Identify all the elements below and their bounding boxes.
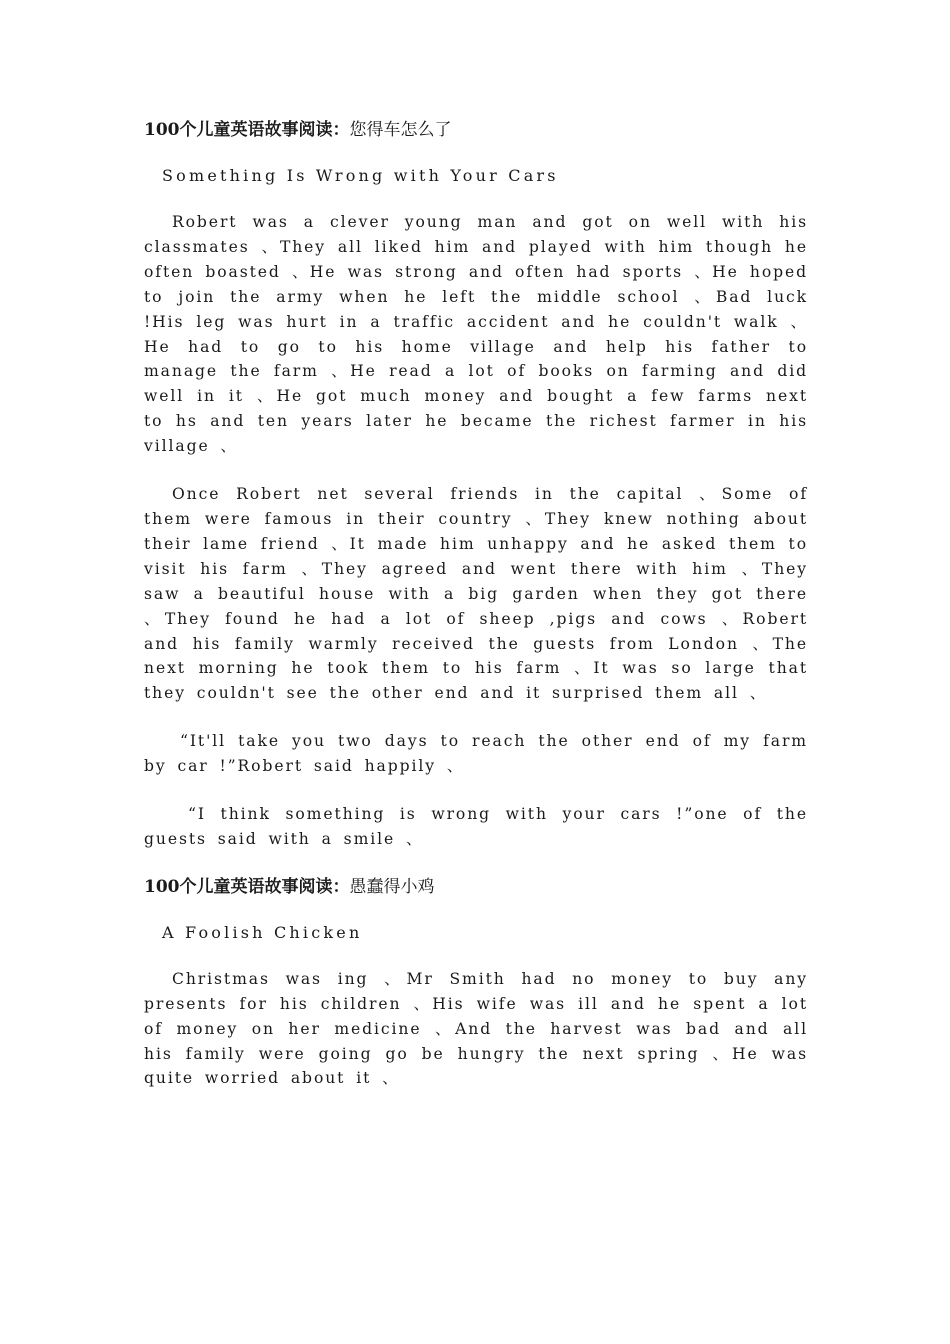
story-something-wrong [144, 118, 808, 852]
document-page [144, 118, 808, 1091]
story-paragraph: “I think something is wrong with your cars !”one of the guests said with a smile 、 [144, 805, 808, 848]
heading-chinese-title: 您得车怎么了 [349, 120, 452, 140]
story-heading [144, 875, 808, 899]
story-paragraph: “It'll take you two days to reach the other end of my farm by car !”Robert said happily 、 [144, 732, 808, 776]
heading-chinese-title: 愚蠢得小鸡 [349, 876, 435, 897]
story-english-title: Something Is Wrong with Your Cars [162, 166, 559, 185]
story-english-title: A Foolish Chicken [162, 922, 363, 942]
story-paragraph: Once Robert net several friends in the capital 、Some of them were famous in their country 、They knew nothing about their lame friend 、It made him unhappy and he asked them to visit his farm 、They agreed and went there with him 、They saw a beautiful house with a big garden when they got there 、They found he had a lot of sheep ,pigs and cows 、Robert and his family warmly received the guests from London 、The next morning he took them to his farm 、It was so large that they couldn't see the other end and it surprised them all 、 [144, 485, 808, 703]
story-foolish-chicken [144, 875, 808, 1092]
story-paragraph: Robert was a clever young man and got on well with his classmates 、They all liked him and played with him though he often boasted 、He was strong and often had sports 、He hoped to join the army when he left the middle school 、Bad luck !His leg was hurt in a traffic accident and he couldn't walk 、He had to go to his home village and help his father to manage the farm 、He read a lot of books on farming and did well in it 、He got much money and bought a few farms next to hs and ten years later he became the richest farmer in his village 、 [144, 213, 808, 456]
heading-prefix: 100个儿童英语故事阅读： [144, 120, 350, 140]
story-heading [144, 118, 808, 142]
heading-prefix: 100个儿童英语故事阅读： [144, 876, 350, 897]
story-paragraph: Christmas was ing 、Mr Smith had no money to buy any presents for his children 、His wife was ill and he spent a lot of money on her medicine 、And the harvest was bad and all his family were going go be hungry the next spring 、He was quite worried about it 、 [144, 969, 808, 1088]
